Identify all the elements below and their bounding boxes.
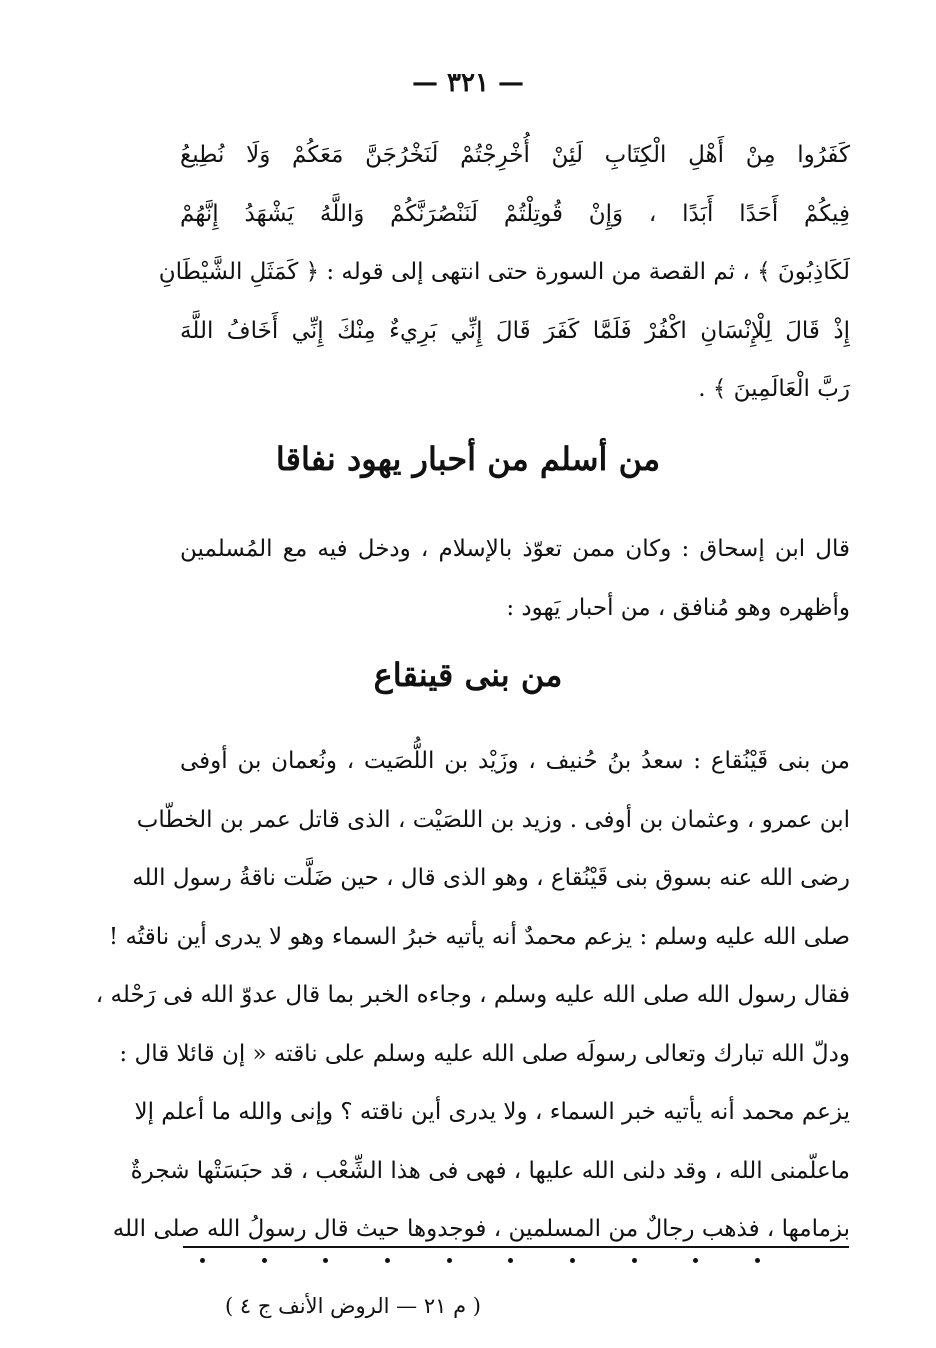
paragraph-line: من بنى قَيْنُقاع : سعدُ بنُ حُنيف ، وزَيْد بن اللُّصَيت ، ونُعمان بن أوفى <box>180 748 850 774</box>
paragraph-line: صلى الله عليه وسلم : يزعم محمدٌ أنه يأتيه خبرُ السماء وهو لا يدرى أين ناقتُه ! <box>108 923 850 950</box>
paragraph-line: ابن عمرو ، وعثمان بن أوفى . وزيد بن اللصَيْت ، الذى قاتل عمر بن الخطّاب <box>136 806 850 833</box>
quran-line: كَفَرُوا مِنْ أَهْلِ الْكِتَابِ لَئِنْ أُخْرِجْتُمْ لَنَخْرُجَنَّ مَعَكُمْ وَلَا نُطِيعُ <box>180 142 850 168</box>
quran-line: رَبَّ الْعَالَمِينَ ﴾ . <box>698 376 850 402</box>
signature-mark: ( م ٢١ — الروض الأنف ج ٤ ) <box>225 1294 481 1318</box>
dot <box>200 1258 205 1263</box>
paragraph-line: ماعلّمنى الله ، وقد دلنى الله عليها ، فهى فى هذا الشِّعْب ، قد حبَسَتْها شجرةٌ <box>130 1157 850 1184</box>
dot <box>755 1258 760 1263</box>
section-heading: من أسلم من أحبار يهود نفاقا <box>275 440 661 478</box>
dot <box>632 1258 637 1263</box>
main-paragraph <box>95 732 850 1259</box>
quran-line: لَكَاذِبُونَ ﴾ ، ثم القصة من السورة حتى انتهى إلى قوله : ﴿ كَمَثَلِ الشَّيْطَانِ <box>158 259 850 285</box>
dot <box>385 1258 390 1263</box>
paragraph-line: رضى الله عنه بسوق بنى قَيْنُقاع ، وهو الذى قال ، حين ضَلَّت ناقةُ رسول الله <box>132 865 850 891</box>
paragraph-line: يزعم محمد أنه يأتيه خبر السماء ، ولا يدرى أين ناقته ؟ وإنى والله ما أعلم إلا <box>134 1099 850 1125</box>
quran-passage <box>158 126 850 419</box>
subsection-heading: من بنى قينقاع <box>373 656 563 694</box>
footnote-dots <box>200 1258 760 1263</box>
paragraph-line: ودلّ الله تبارك وتعالى رسولَه صلى الله عليه وسلم على ناقته « إن قائلا قال : <box>119 1040 850 1067</box>
paragraph-line: وأظهره وهو مُنافق ، من أحبار يَهود : <box>506 594 850 621</box>
dot <box>262 1258 267 1263</box>
page-number: — ٣٢١ — <box>411 68 525 98</box>
paragraph-line: قال ابن إسحاق : وكان ممن تعوّذ بالإسلام ، ودخل فيه مع المُسلمين <box>180 536 850 562</box>
dot <box>323 1258 328 1263</box>
dot <box>447 1258 452 1263</box>
dot <box>570 1258 575 1263</box>
paragraph-line: فقال رسول الله صلى الله عليه وسلم ، وجاءه الخبر بما قال عدوّ الله فى رَحْله ، <box>95 982 850 1008</box>
paragraph-line: بزمامها ، فذهب رجالٌ من المسلمين ، فوجدوها حيث قال رسولُ الله صلى الله <box>112 1216 850 1242</box>
intro-paragraph <box>180 520 850 637</box>
footnote-divider <box>183 1246 849 1248</box>
dot <box>693 1258 698 1263</box>
quran-line: فِيكُمْ أَحَدًا أَبَدًا ، وَإِنْ قُوتِلْتُمْ لَنَنْصُرَنَّكُمْ وَاللَّهُ يَشْهَدُ إِنَّهُمْ <box>180 200 850 227</box>
dot <box>508 1258 513 1263</box>
quran-line: إِذْ قَالَ لِلْإِنْسَانِ اكْفُرْ فَلَمَّا كَفَرَ قَالَ إِنِّي بَرِيءٌ مِنْكَ إِنِّي أَخَافُ اللَّهَ <box>180 317 850 344</box>
